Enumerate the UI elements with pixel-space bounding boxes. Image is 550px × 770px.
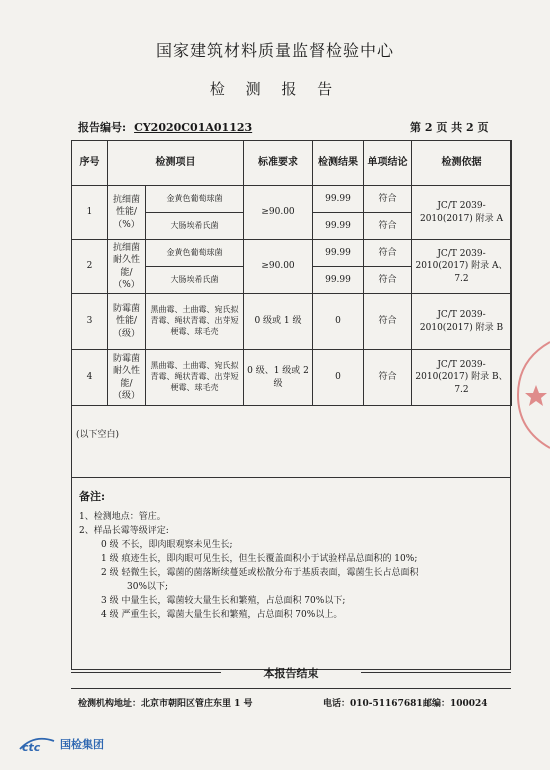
row-result: 99.99: [313, 267, 364, 294]
note-grade: 30%以下;: [127, 581, 169, 592]
row-requirement: 0 级、1 级或 2 级: [244, 350, 313, 406]
note-grade: 3 级 中量生长，霉菌较大量生长和繁殖，占总面积 70%以下;: [101, 595, 346, 606]
logo-name: 国检集团: [60, 738, 104, 751]
row-no: 2: [72, 240, 108, 294]
note-line: 2、样品长霉等级评定:: [79, 525, 169, 536]
row-item: 防霉菌性能/（级）: [108, 294, 146, 350]
report-end: 本报告结束: [71, 665, 511, 681]
row-result: 99.99: [313, 240, 364, 267]
divider: [71, 477, 511, 478]
table-row: [72, 350, 512, 406]
report-title: 检 测 报 告: [209, 80, 341, 98]
row-basis: JC/T 2039-2010(2017) 附录 A: [412, 186, 512, 240]
table-header-row: [72, 141, 512, 186]
header-no: 序号: [72, 141, 108, 186]
seal-stamp-icon: [512, 340, 550, 450]
row-requirement: ≥90.00: [244, 186, 313, 240]
report-number-label: 报告编号:: [78, 121, 127, 134]
row-sub: 金黄色葡萄球菌: [146, 186, 244, 213]
row-sub: 大肠埃希氏菌: [146, 267, 244, 294]
row-no: 1: [72, 186, 108, 240]
row-sub: 黑曲霉、土曲霉、宛氏拟青霉、绳状青霉、出芽短梗霉、球毛壳: [146, 350, 244, 406]
note-grade: 2 级 轻微生长，霉菌的菌落断续蔓延或松散分布于基质表面，霉菌生长占总面积: [101, 567, 419, 578]
header-basis: 检测依据: [412, 141, 512, 186]
row-conclusion: 符合: [364, 240, 412, 267]
header-conclusion: 单项结论: [364, 141, 412, 186]
table-row: [72, 294, 512, 350]
page-info: 第 2 页 共 2 页: [410, 121, 489, 134]
report-number-line: [78, 119, 252, 135]
note-grade: 1 级 痕迹生长，即肉眼可见生长，但生长覆盖面积小于试验样品总面积的 10%;: [101, 553, 418, 564]
footer-postcode: 邮编：100024: [423, 699, 488, 709]
row-result: 99.99: [313, 186, 364, 213]
footer: [78, 696, 508, 709]
company-logo: [18, 736, 104, 752]
row-conclusion: 符合: [364, 350, 412, 406]
note-line: 1、检测地点：管庄。: [79, 512, 166, 523]
row-item: 抗细菌耐久性能/（%）: [108, 240, 146, 294]
ctc-logo-icon: [18, 736, 56, 752]
row-conclusion: 符合: [364, 186, 412, 213]
header-item: 检测项目: [108, 141, 244, 186]
logo-mark: ctc: [22, 741, 41, 752]
report-number: CY2020C01A01123: [134, 121, 253, 134]
notes-section: [79, 488, 418, 623]
blank-marker: (以下空白): [76, 430, 120, 440]
row-no: 4: [72, 350, 108, 406]
divider: [71, 688, 511, 689]
row-sub: 黑曲霉、土曲霉、宛氏拟青霉、绳状青霉、出芽短梗霉、球毛壳: [146, 294, 244, 350]
row-sub: 大肠埃希氏菌: [146, 213, 244, 240]
row-requirement: 0 级或 1 级: [244, 294, 313, 350]
row-result: 99.99: [313, 213, 364, 240]
footer-address: 检测机构地址：北京市朝阳区管庄东里 1 号: [78, 699, 253, 709]
table-row: [72, 186, 512, 213]
notes-heading: 备注:: [79, 490, 106, 503]
row-item: 抗细菌性能/（%）: [108, 186, 146, 240]
row-basis: JC/T 2039-2010(2017) 附录 B: [412, 294, 512, 350]
header-requirement: 标准要求: [244, 141, 313, 186]
row-item: 防霉菌耐久性能/（级）: [108, 350, 146, 406]
table-row: [72, 240, 512, 267]
row-result: 0: [313, 294, 364, 350]
row-no: 3: [72, 294, 108, 350]
row-conclusion: 符合: [364, 294, 412, 350]
row-requirement: ≥90.00: [244, 240, 313, 294]
results-table: [71, 140, 512, 406]
row-sub: 金黄色葡萄球菌: [146, 240, 244, 267]
row-basis: JC/T 2039-2010(2017) 附录 A、7.2: [412, 240, 512, 294]
row-conclusion: 符合: [364, 267, 412, 294]
header-result: 检测结果: [313, 141, 364, 186]
report-org-title: 国家建筑材料质量监督检验中心: [155, 41, 394, 60]
row-basis: JC/T 2039-2010(2017) 附录 B、 7.2: [412, 350, 512, 406]
row-result: 0: [313, 350, 364, 406]
note-grade: 0 级 不长，即肉眼观察未见生长;: [101, 539, 233, 550]
note-grade: 4 级 严重生长，霉菌大量生长和繁殖，占总面积 70%以上。: [101, 609, 343, 620]
footer-phone: 电话：010-51167681: [323, 699, 423, 709]
row-conclusion: 符合: [364, 213, 412, 240]
